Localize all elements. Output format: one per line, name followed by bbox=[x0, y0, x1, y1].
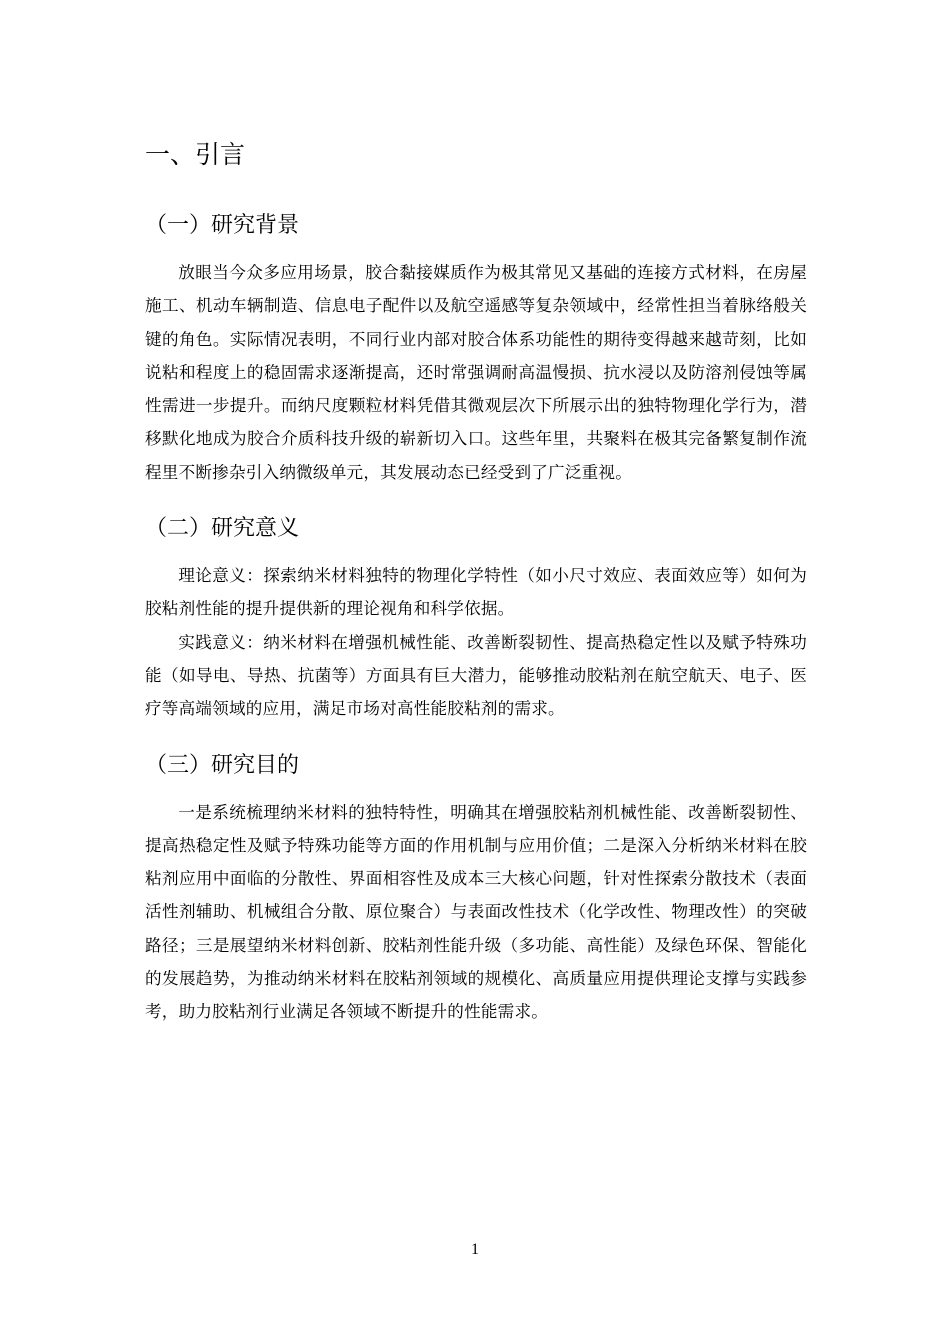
spacer bbox=[145, 726, 807, 746]
page-number: 1 bbox=[471, 1241, 479, 1258]
section-heading: （一）研究背景 bbox=[145, 213, 300, 238]
chapter-heading: 一、引言 bbox=[145, 140, 246, 169]
section-heading: （三）研究目的 bbox=[145, 752, 300, 778]
paragraph: 放眼当今众多应用场景，胶合黏接媒质作为极其常见又基础的连接方式材料，在房屋施工、机动车辆制造、信息电子配件以及航空遥感等复杂领域中，经常性担当着脉络般关键的角色。实际情况表明，不同行业内部对胶合体系功能性的期待变得越来越苛刻，比如说粘和程度上的稳固需求逐渐提高，还时常强调耐高温慢损、抗水浸以及防溶剂侵蚀等属性需进一步提升。而纳尺度颗粒材料凭借其微观层次下所展示出的独特物理化学行为，潜移默化地成为胶合介质科技升级的崭新切入口。这些年里，共聚料在极其完备繁复制作流程里不断掺杂引入纳微级单元，其发展动态已经受到了广泛重视。 bbox=[145, 263, 807, 482]
spacer bbox=[145, 489, 807, 509]
paragraph: 理论意义：探索纳米材料独特的物理化学特性（如小尺寸效应、表面效应等）如何为胶粘剂性能的提升提供新的理论视角和科学依据。 bbox=[145, 566, 807, 619]
section-background bbox=[145, 206, 807, 489]
section-heading: （二）研究意义 bbox=[145, 516, 300, 542]
section-objectives bbox=[145, 746, 807, 1029]
paragraph: 一是系统梳理纳米材料的独特特性，明确其在增强胶粘剂机械性能、改善断裂韧性、提高热稳定性及赋予特殊功能等方面的作用机制与应用价值；二是深入分析纳米材料在胶粘剂应用中面临的分散性、界面相容性及成本三大核心问题，针对性探索分散技术（表面活性剂辅助、机械组合分散、原位聚合）与表面改性技术（化学改性、物理改性）的突破路径；三是展望纳米材料创新、胶粘剂性能升级（多功能、高性能）及绿色环保、智能化的发展趋势，为推动纳米材料在胶粘剂领域的规模化、高质量应用提供理论支撑与实践参考，助力胶粘剂行业满足各领域不断提升的性能需求。 bbox=[145, 802, 807, 1022]
section-significance bbox=[145, 509, 807, 725]
paragraph: 实践意义：纳米材料在增强机械性能、改善断裂韧性、提高热稳定性以及赋予特殊功能（如导电、导热、抗菌等）方面具有巨大潜力，能够推动胶粘剂在航空航天、电子、医疗等高端领域的应用，满足市场对高性能胶粘剂的需求。 bbox=[145, 632, 807, 719]
page-content bbox=[145, 128, 807, 1029]
